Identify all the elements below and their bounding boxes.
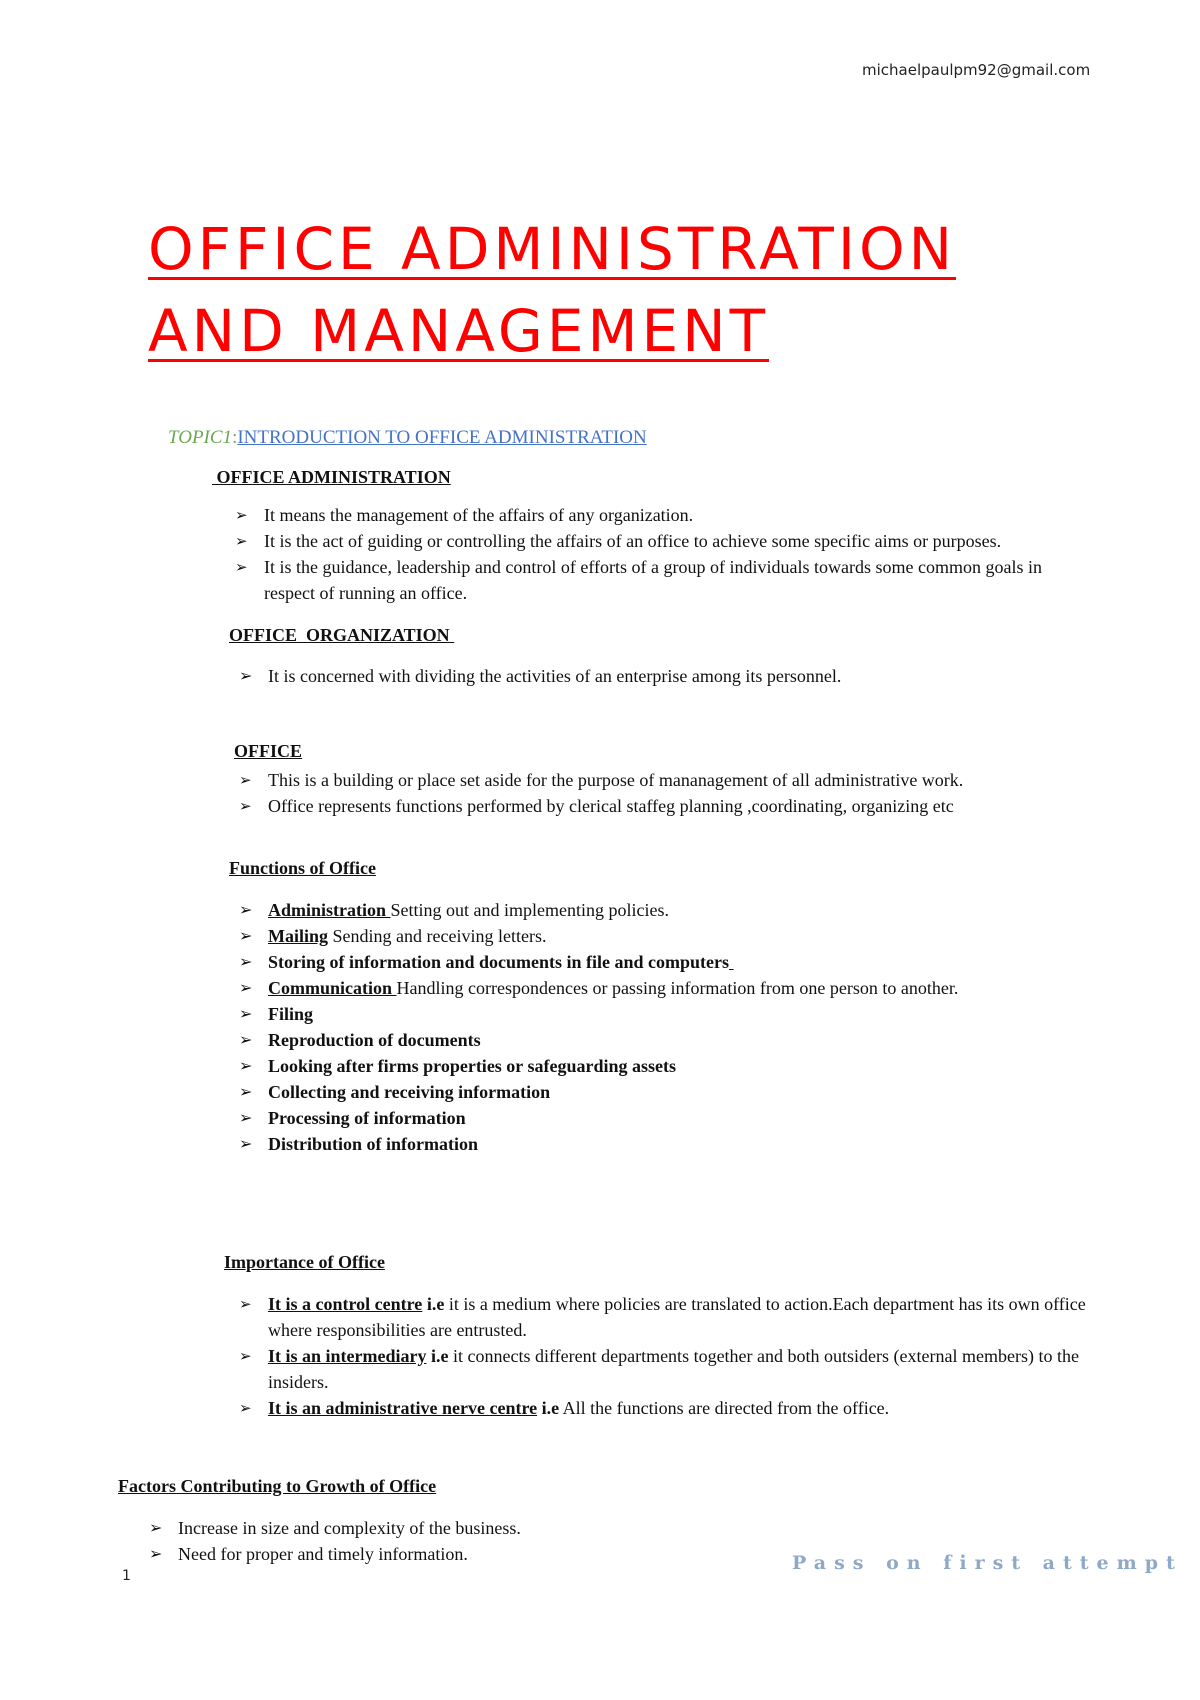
section-heading-office-organization: OFFICE ORGANIZATION: [229, 625, 455, 645]
header-email: michaelpaulpm92@gmail.com: [862, 61, 1091, 79]
arrow-bullet-icon: ➢: [239, 666, 253, 685]
list-item: ➢ This is a building or place set aside for the purpose of mananagement of all administrative work.: [268, 767, 1088, 793]
section-heading-importance-of-office: Importance of Office: [224, 1252, 385, 1272]
page-number: 1: [122, 1568, 131, 1584]
list-item: ➢ It is the guidance, leadership and control of efforts of a group of individuals towards some common goals in respect of running an office.: [264, 554, 1084, 606]
arrow-bullet-icon: ➢: [235, 532, 248, 550]
section-heading-factors-growth-of-office: Factors Contributing to Growth of Office: [118, 1476, 437, 1496]
list-item: ➢ Filing: [268, 1001, 1088, 1027]
arrow-bullet-icon: ➢: [239, 1056, 253, 1075]
list-item: ➢ Increase in size and complexity of the business.: [178, 1515, 1078, 1541]
list-item: ➢ Collecting and receiving information: [268, 1079, 1088, 1105]
topic-title: INTRODUCTION TO OFFICE ADMINISTRATION: [237, 427, 647, 448]
list-item: ➢ Distribution of information: [268, 1131, 1088, 1157]
section-heading-office: OFFICE: [234, 741, 303, 761]
list-item: ➢ Storing of information and documents in file and computers: [268, 949, 1088, 975]
list-item: ➢ It is an intermediary i.e it connects different departments together and both outsiders (external members) to the insiders.: [268, 1343, 1094, 1395]
office-organization-list: [239, 663, 1088, 689]
list-item: ➢ It is an administrative nerve centre i.e All the functions are directed from the office.: [268, 1395, 1094, 1421]
section-heading-functions-of-office: Functions of Office: [229, 858, 376, 878]
list-item: ➢ It is a control centre i.e it is a medium where policies are translated to action.Each department has its own office where responsibilities are entrusted.: [268, 1291, 1094, 1343]
arrow-bullet-icon: ➢: [239, 797, 252, 815]
arrow-bullet-icon: ➢: [239, 952, 253, 971]
arrow-bullet-icon: ➢: [239, 900, 253, 919]
list-item: ➢ Reproduction of documents: [268, 1027, 1088, 1053]
list-item: ➢ Office represents functions performed by clerical staffeg planning ,coordinating, organizing etc: [268, 793, 1088, 819]
office-administration-list: [235, 502, 1084, 606]
arrow-bullet-icon: ➢: [149, 1518, 163, 1537]
document-title-line-2: AND MANAGEMENT: [148, 297, 770, 365]
list-item: ➢ Administration Setting out and implementing policies.: [268, 897, 1088, 923]
list-item: ➢ It means the management of the affairs of any organization.: [264, 502, 1084, 528]
functions-list: [239, 897, 1088, 1157]
topic-heading: [168, 427, 647, 449]
arrow-bullet-icon: ➢: [239, 771, 252, 789]
arrow-bullet-icon: ➢: [235, 558, 248, 576]
arrow-bullet-icon: ➢: [239, 1030, 253, 1049]
list-item: ➢ It is concerned with dividing the activities of an enterprise among its personnel.: [268, 663, 1088, 689]
importance-list: [239, 1291, 1094, 1421]
arrow-bullet-icon: ➢: [239, 1134, 253, 1153]
arrow-bullet-icon: ➢: [239, 978, 253, 997]
arrow-bullet-icon: ➢: [239, 1108, 253, 1127]
arrow-bullet-icon: ➢: [239, 1347, 252, 1365]
list-item: ➢ Looking after firms properties or safeguarding assets: [268, 1053, 1088, 1079]
list-item: ➢ It is the act of guiding or controlling the affairs of an office to achieve some specific aims or purposes.: [264, 528, 1084, 554]
topic-colon: :: [232, 427, 238, 448]
arrow-bullet-icon: ➢: [239, 926, 253, 945]
arrow-bullet-icon: ➢: [235, 506, 248, 524]
arrow-bullet-icon: ➢: [239, 1004, 253, 1023]
office-list: [239, 767, 1088, 819]
list-item: ➢ Mailing Sending and receiving letters.: [268, 923, 1088, 949]
arrow-bullet-icon: ➢: [149, 1544, 163, 1563]
arrow-bullet-icon: ➢: [239, 1399, 252, 1417]
section-heading-office-administration: OFFICE ADMINISTRATION: [212, 467, 451, 487]
topic-number: TOPIC1: [168, 427, 233, 448]
list-item: ➢ Need for proper and timely information.: [178, 1541, 1078, 1567]
list-item: ➢ Communication Handling correspondences or passing information from one person to another.: [268, 975, 1088, 1001]
arrow-bullet-icon: ➢: [239, 1082, 253, 1101]
list-item: ➢ Processing of information: [268, 1105, 1088, 1131]
footer-tagline: Pass on first attempt: [792, 1552, 1183, 1574]
arrow-bullet-icon: ➢: [239, 1295, 252, 1313]
document-title-line-1: OFFICE ADMINISTRATION: [148, 215, 956, 283]
